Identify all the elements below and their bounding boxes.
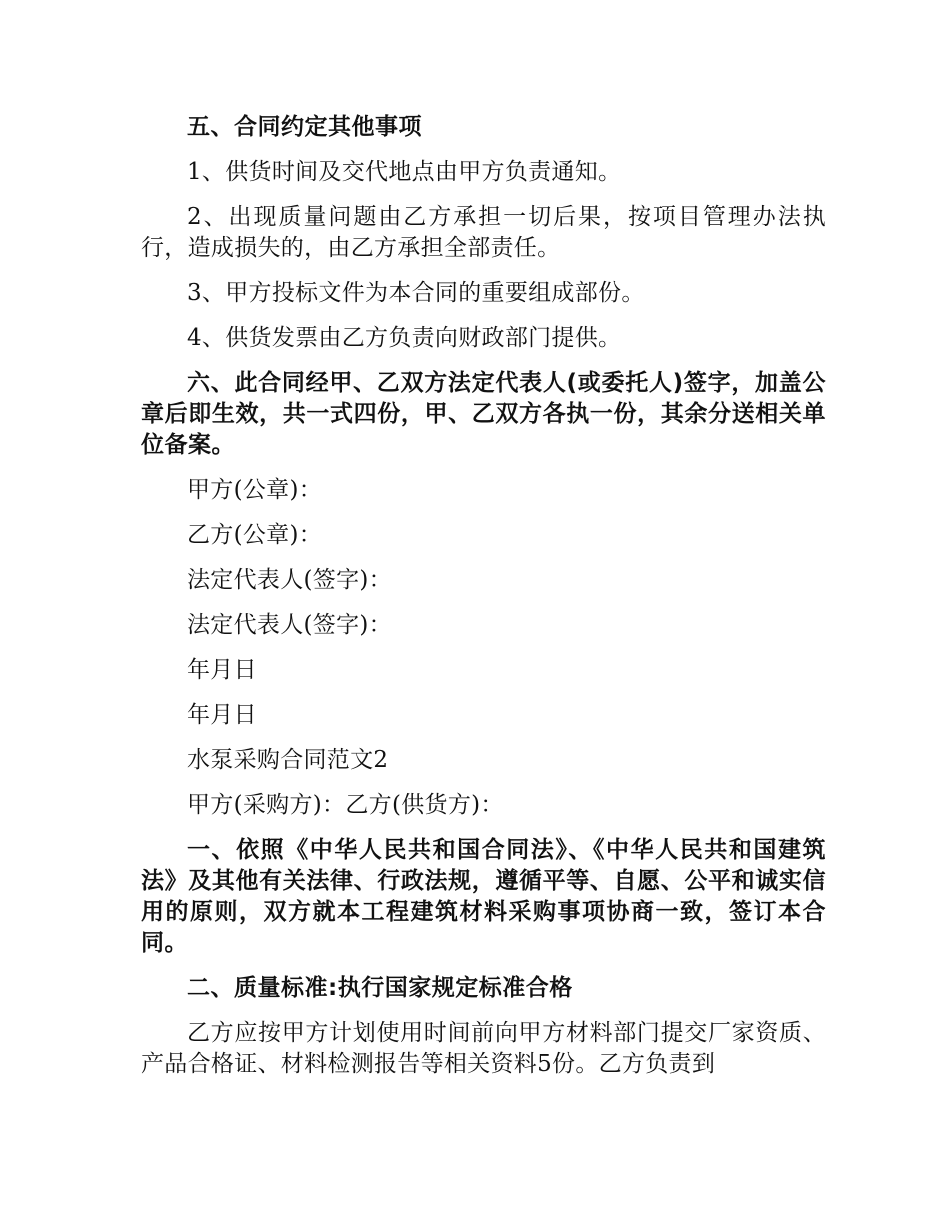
party-b-representative-signature-line: 法定代表人(签字)： <box>187 612 392 638</box>
section-heading-6: 六、此合同经甲、乙双方法定代表人(或委托人)签字，加盖公章后即生效，共一式四份，甲、乙双方各执一份，其余分送相关单位备案。 <box>141 370 826 458</box>
section-heading-5: 五、合同约定其他事项 <box>187 114 422 140</box>
party-b-seal-line: 乙方(公章)： <box>187 522 323 548</box>
document-body <box>141 112 826 1094</box>
clause-5-4: 4、供货发票由乙方负责向财政部门提供。 <box>187 325 622 351</box>
section-heading-2: 二、质量标准:执行国家规定标准合格 <box>187 975 573 1001</box>
clause-5-2: 2、出现质量问题由乙方承担一切后果，按项目管理办法执行，造成损失的，由乙方承担全部责任。 <box>141 204 826 261</box>
quality-standard-paragraph: 乙方应按甲方计划使用时间前向甲方材料部门提交厂家资质、产品合格证、材料检测报告等相关资料5份。乙方负责到 <box>141 1020 826 1077</box>
party-a-representative-signature-line: 法定代表人(签字)： <box>187 567 392 593</box>
section-heading-1: 一、依照《中华人民共和国合同法》、《中华人民共和国建筑法》及其他有关法律、行政法规，遵循平等、自愿、公平和诚实信用的原则，双方就本工程建筑材料采购事项协商一致，签订本合同。 <box>141 837 826 956</box>
clause-5-3: 3、甲方投标文件为本合同的重要组成部份。 <box>187 280 645 306</box>
parties-line: 甲方(采购方)：乙方(供货方)： <box>187 792 504 818</box>
party-a-seal-line: 甲方(公章)： <box>187 477 323 503</box>
party-a-date-line: 年月日 <box>187 657 257 683</box>
contract-sample-title: 水泵采购合同范文2 <box>187 747 389 773</box>
party-b-date-line: 年月日 <box>187 702 257 728</box>
clause-5-1: 1、供货时间及交代地点由甲方负责通知。 <box>187 159 622 185</box>
